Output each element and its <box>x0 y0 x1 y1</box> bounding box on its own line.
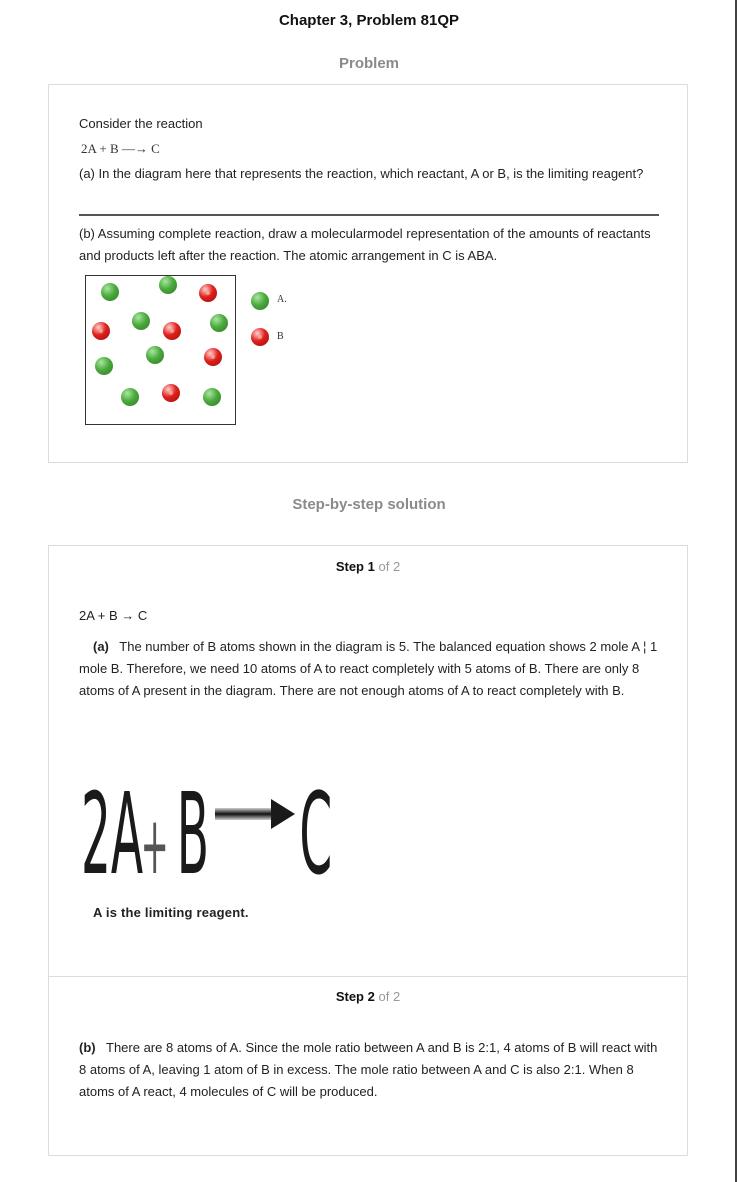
legend-atom-a-icon <box>251 292 269 310</box>
figure-eq-left: 2A <box>81 769 144 891</box>
problem-part-b: (b) Assuming complete reaction, draw a molecularmodel representation of the amounts of reactants and products left after the reaction. The atomic arrangement in C is ABA. <box>79 226 651 263</box>
step1-conclusion: A is the limiting reagent. <box>93 905 249 920</box>
legend-atom-b-icon <box>251 328 269 346</box>
step-divider <box>49 976 687 977</box>
figure-eq-mid: B <box>176 769 210 891</box>
step1-equation: 2A + B → C <box>79 608 148 623</box>
page-title: Chapter 3, Problem 81QP <box>278 12 460 29</box>
problem-heading: Problem <box>338 55 399 72</box>
atom-b <box>204 348 222 366</box>
atom-a <box>210 314 228 332</box>
step1-part-label: (a) <box>93 639 109 654</box>
step1-word: Step <box>335 559 364 574</box>
step1-body: The number of B atoms shown in the diagram is 5. The balanced equation shows 2 mole A ¦ 1 mole B. Therefore, we need 10 atoms of A to react completely with 5 atoms of B. There are only 8 atoms of A present in the diagram. There are not enough atoms of A to react completely with B. <box>79 639 658 698</box>
atom-a <box>146 346 164 364</box>
step1-text <box>79 636 664 702</box>
atom-b <box>163 322 181 340</box>
problem-card <box>48 84 688 463</box>
atom-a <box>121 388 139 406</box>
solution-card <box>48 545 688 1156</box>
atom-b <box>92 322 110 340</box>
atom-a <box>132 312 150 330</box>
reaction-equation-figure <box>81 751 341 891</box>
legend-a-label: A. <box>277 294 287 305</box>
atom-b <box>199 284 217 302</box>
step2-header <box>49 989 687 1004</box>
step2-number: 2 <box>367 989 375 1004</box>
solution-heading: Step-by-step solution <box>292 496 446 513</box>
molecule-diagram <box>85 275 236 425</box>
figure-eq-right: C <box>299 769 333 891</box>
step1-of-total: of 2 <box>378 559 401 574</box>
page-right-border <box>735 0 737 1182</box>
figure-eq-plus: + <box>140 799 169 891</box>
problem-intro: Consider the reaction <box>79 116 203 131</box>
problem-equation: 2A + B —→ C <box>81 141 160 156</box>
step2-text <box>79 1037 664 1103</box>
atom-a <box>203 388 221 406</box>
step1-number: 1 <box>367 559 375 574</box>
problem-part-a: (a) In the diagram here that represents the reaction, which reactant, A or B, is the limiting reagent? <box>79 166 644 181</box>
atom-a <box>101 283 119 301</box>
problem-divider <box>79 214 659 216</box>
step1-header <box>49 559 687 574</box>
atom-a <box>95 357 113 375</box>
step2-body: There are 8 atoms of A. Since the mole ratio between A and B is 2:1, 4 atoms of B will react with 8 atoms of A, leaving 1 atom of B in excess. The mole ratio between A and C is also 2:1. When 8 atoms of A react, 4 molecules of C will be produced. <box>79 1040 658 1099</box>
figure-eq-arrow <box>215 799 295 829</box>
atom-a <box>159 276 177 294</box>
step2-of-total: of 2 <box>378 989 401 1004</box>
step2-word: Step <box>335 989 364 1004</box>
atom-b <box>162 384 180 402</box>
step2-part-label: (b) <box>79 1040 96 1055</box>
legend-b-label: B <box>277 331 284 342</box>
